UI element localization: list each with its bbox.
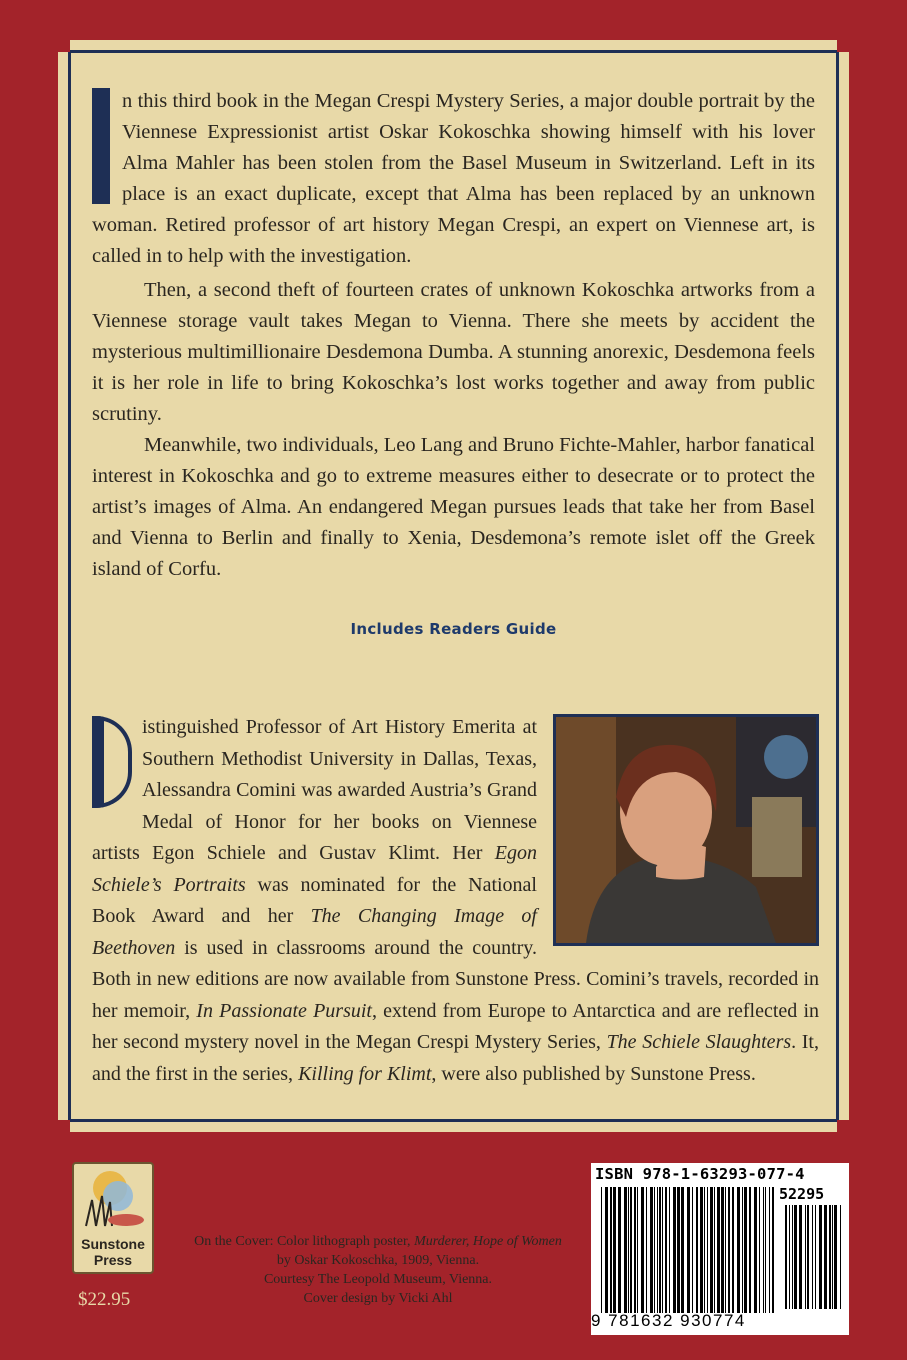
blurb-paragraph-2	[92, 275, 815, 430]
barcode-bar	[634, 1187, 636, 1313]
barcode-bar	[819, 1205, 822, 1309]
barcode-bar	[721, 1187, 724, 1313]
barcode-bar	[673, 1187, 676, 1313]
cover-credits	[190, 1232, 566, 1308]
barcode-bar	[624, 1187, 627, 1313]
bio-text: . It, and the first in the series,	[92, 1031, 819, 1085]
barcode-bar	[794, 1205, 797, 1309]
barcode-bar	[613, 1187, 616, 1313]
isbn-barcode	[591, 1163, 849, 1335]
barcode-bar	[659, 1187, 661, 1313]
barcode-bar	[696, 1187, 698, 1313]
barcode-bar	[807, 1205, 809, 1309]
barcode-bar	[824, 1205, 827, 1309]
ean-digits: 9 781632 930774	[591, 1311, 746, 1330]
barcode-bar	[744, 1187, 747, 1313]
barcode-bar	[704, 1187, 705, 1313]
barcode-bar	[628, 1187, 629, 1313]
barcode-bar	[687, 1187, 690, 1313]
barcode-bar	[799, 1205, 802, 1309]
credit-text: by Oskar Kokoschka, 1909, Vienna.	[276, 1253, 480, 1268]
bio-text: was nominated for the National Book Award and her	[92, 873, 537, 927]
barcode-bar	[605, 1187, 608, 1313]
barcode-bar	[717, 1187, 720, 1313]
barcode-bar	[769, 1187, 770, 1313]
barcode-bar	[641, 1187, 644, 1313]
barcode-bar	[789, 1205, 790, 1309]
barcode-bar	[728, 1187, 730, 1313]
author-photo	[553, 714, 819, 946]
barcode-bar	[815, 1205, 816, 1309]
readers-guide-note: Includes Readers Guide	[350, 620, 557, 638]
barcode-bar	[737, 1187, 740, 1313]
barcode-bar	[732, 1187, 734, 1313]
barcode-bar	[618, 1187, 621, 1313]
barcode-bar	[710, 1187, 713, 1313]
blurb-p2-text: Then, a second theft of fourteen crates of unknown Kokoschka artworks from a Viennese storage vault takes Megan to Vienna. There she meets by accident the mysterious multimillionaire Desdemona Dumba. A stunning anorexic, Desdemona feels it is her role in life to bring Kokoschka’s lost works together and away from public scrutiny.	[92, 279, 815, 425]
barcode-bar	[742, 1187, 743, 1313]
barcode-bar	[725, 1187, 726, 1313]
bio-book-title: Egon Schiele’s Portraits	[92, 842, 537, 896]
barcode-bar	[805, 1205, 806, 1309]
barcode-bar	[681, 1187, 684, 1313]
dropcap-i	[92, 88, 110, 204]
credit-text: On the Cover: Color lithograph poster,	[194, 1234, 415, 1249]
bio-book-title: In Passionate Pursuit	[196, 999, 372, 1022]
barcode-bar	[610, 1187, 612, 1313]
bio-text: , extend from Europe to Antarctica and are reflected in her second mystery novel in the Megan Crespi Mystery Series,	[92, 999, 819, 1053]
publisher-name-1: Sunstone	[81, 1236, 145, 1252]
corner-notch	[58, 1120, 70, 1132]
bio-book-title: Killing for Klimt	[298, 1062, 432, 1085]
price-barcode-bars	[783, 1205, 845, 1309]
barcode-bar	[832, 1205, 833, 1309]
barcode-bar	[749, 1187, 751, 1313]
barcode-bar	[829, 1205, 831, 1309]
barcode-bar	[840, 1205, 841, 1309]
bio-text: , were also published by Sunstone Press.	[431, 1062, 756, 1085]
ean-barcode-bars	[599, 1187, 779, 1313]
barcode-bar	[657, 1187, 658, 1313]
isbn-text: ISBN 978-1-63293-077-4	[595, 1165, 805, 1183]
price-code: 52295	[779, 1185, 825, 1203]
bio-book-title: The Changing Image of Beethoven	[92, 905, 537, 959]
credit-design: Cover design by Vicki Ahl	[303, 1291, 453, 1306]
barcode-bar	[812, 1205, 813, 1309]
credit-courtesy: Courtesy The Leopold Museum, Vienna.	[263, 1272, 493, 1287]
blurb-paragraph-3	[92, 430, 815, 585]
publisher-logo	[72, 1162, 154, 1274]
barcode-bar	[654, 1187, 655, 1313]
barcode-bar	[601, 1187, 602, 1313]
corner-notch	[837, 1120, 849, 1132]
barcode-bar	[707, 1187, 708, 1313]
corner-notch	[58, 40, 70, 52]
barcode-bar	[834, 1205, 837, 1309]
barcode-bar	[792, 1205, 793, 1309]
barcode-bar	[669, 1187, 670, 1313]
author-portrait-image	[556, 717, 816, 943]
publisher-name-2: Press	[93, 1252, 133, 1268]
blurb-paragraph-1	[92, 86, 815, 272]
barcode-bar	[650, 1187, 653, 1313]
barcode-bar	[765, 1187, 766, 1313]
credit-artwork-title: Murderer, Hope of Women	[414, 1234, 562, 1249]
barcode-bar	[754, 1187, 757, 1313]
barcode-bar	[759, 1187, 760, 1313]
barcode-bar	[714, 1187, 715, 1313]
barcode-bar	[665, 1187, 667, 1313]
corner-notch	[837, 40, 849, 52]
bio-book-title: The Schiele Slaughters	[606, 1031, 792, 1053]
barcode-bar	[662, 1187, 663, 1313]
barcode-bar	[785, 1205, 787, 1309]
blurb-p1-text: n this third book in the Megan Crespi Mystery Series, a major double portrait by the Viennese Expressionist artist Oskar Kokoschka showing himself with his lover Alma Mahler has been stolen from the Basel Museum in Switzerland. Left in its place is an exact duplicate, except that Alma has been replaced by an unknown woman. Retired professor of art history Megan Crespi, an expert on Viennese art, is called in to help with the investigation.	[92, 90, 815, 267]
barcode-bar	[700, 1187, 703, 1313]
barcode-bar	[637, 1187, 638, 1313]
barcode-bar	[646, 1187, 647, 1313]
dropcap-d	[92, 716, 132, 808]
blurb-p3-text: Meanwhile, two individuals, Leo Lang and Bruno Fichte-Mahler, harbor fanatical interest in Kokoschka and go to extreme measures either to desecrate or to protect the artist’s images of Alma. An endangered Megan pursues leads that take her from Basel and Vienna to Berlin and finally to Xenia, Desdemona’s remote islet off the Greek island of Corfu.	[92, 434, 815, 580]
barcode-bar	[630, 1187, 632, 1313]
sunstone-logo-icon	[74, 1166, 152, 1230]
barcode-bar	[772, 1187, 774, 1313]
bio-text: is used in classrooms around the country. Both in new editions are now available from Sunstone Press. Comini’s travels, recorded in her memoir,	[92, 936, 819, 1022]
barcode-bar	[692, 1187, 693, 1313]
bio-text: istinguished Professor of Art History Emerita at Southern Methodist University in Dallas, Texas, Alessandra Comini was awarded Austria’s Grand Medal of Honor for her books on Viennese artists Egon Schiele and Gustav Klimt. Her	[92, 716, 537, 864]
price: $22.95	[78, 1289, 131, 1310]
barcode-bar	[677, 1187, 680, 1313]
barcode-bar	[763, 1187, 764, 1313]
author-bio	[92, 712, 819, 1090]
